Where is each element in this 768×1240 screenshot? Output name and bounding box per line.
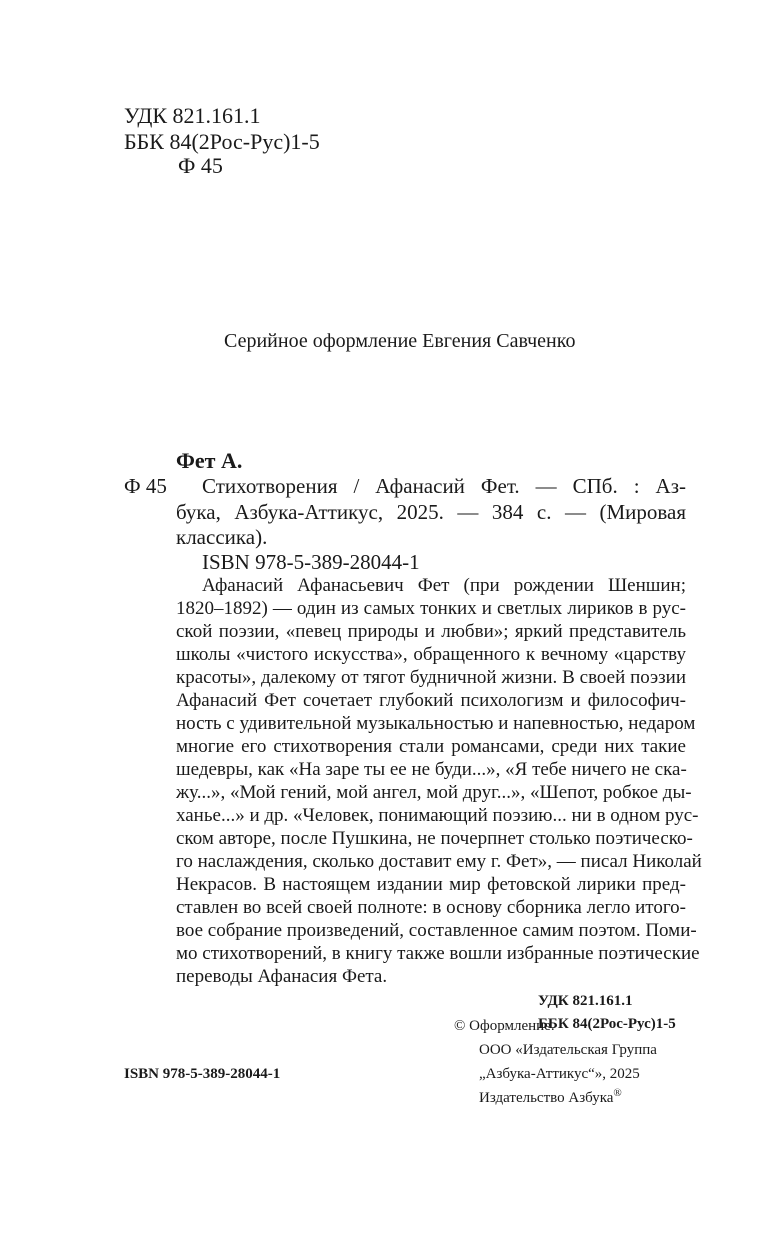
copyright-line: „Азбука-Аттикус“», 2025	[479, 1066, 640, 1082]
annotation-line: ность с удивительной музыкальностью и напевностью, недаром	[176, 713, 696, 734]
annotation-line: ской поэзии, «певец природы и любви»; яркий представитель	[176, 621, 686, 642]
bottom-isbn: ISBN 978-5-389-28044-1	[124, 1066, 281, 1082]
series-design-credit: Серийное оформление Евгения Савченко	[224, 330, 576, 352]
registered-mark: ®	[613, 1087, 622, 1099]
annotation-line: красоты», далекому от тягот будничной жизни. В своей поэзии	[176, 667, 686, 688]
annotation-line: ском авторе, после Пушкина, не почерпнет столько поэтическо-	[176, 828, 693, 849]
copyright-line: © Оформление.	[454, 1018, 555, 1034]
annotation-line: вое собрание произведений, составленное самим поэтом. Поми-	[176, 920, 697, 941]
top-udk: УДК 821.161.1	[124, 103, 261, 128]
catalog-title-line-2: бука, Азбука-Аттикус, 2025. — 384 с. — (Мировая	[176, 500, 686, 524]
publisher-name: Издательство Азбука	[479, 1090, 614, 1106]
annotation-line: Афанасий Афанасьевич Фет (при рождении Шеншин;	[202, 575, 686, 596]
annotation-line: Некрасов. В настоящем издании мир фетовской лирики пред-	[176, 874, 686, 895]
catalog-title-line-3: классика).	[176, 525, 268, 549]
annotation-line: Афанасий Фет сочетает глубокий психологизм и философич-	[176, 690, 686, 711]
copyright-line-publisher	[479, 1088, 622, 1108]
annotation-line: мо стихотворений, в книгу также вошли избранные поэтические	[176, 943, 700, 964]
annotation-line: школы «чистого искусства», обращенного к вечному «царству	[176, 644, 686, 665]
top-author-sign: Ф 45	[178, 153, 223, 178]
annotation-line: ханье...» и др. «Человек, понимающий поэзию... ни в одном рус-	[176, 805, 699, 826]
catalog-udk: УДК 821.161.1	[538, 993, 633, 1009]
annotation-line: жу...», «Мой гений, мой ангел, мой друг...», «Шепот, робкое ды-	[176, 782, 692, 803]
annotation-line: го наслаждения, сколько доставит ему г. Фет», — писал Николай	[176, 851, 702, 872]
catalog-bbk: ББК 84(2Рос-Рус)1-5	[538, 1016, 676, 1032]
catalog-sign: Ф 45	[124, 474, 167, 498]
annotation-line: 1820–1892) — один из самых тонких и светлых лириков в рус-	[176, 598, 686, 619]
copyright-line: ООО «Издательская Группа	[479, 1042, 657, 1058]
catalog-title-line-1: Стихотворения / Афанасий Фет. — СПб. : Аз-	[202, 474, 686, 498]
catalog-isbn: ISBN 978-5-389-28044-1	[202, 550, 420, 574]
top-bbk: ББК 84(2Рос-Рус)1-5	[124, 129, 320, 154]
annotation-line: шедевры, как «На заре ты ее не буди...», «Я тебе ничего не ска-	[176, 759, 687, 780]
catalog-author: Фет А.	[176, 448, 243, 473]
annotation-line: переводы Афанасия Фета.	[176, 966, 388, 987]
annotation-line: ставлен во всей своей полноте: в основу сборника легло итого-	[176, 897, 686, 918]
annotation-line: многие его стихотворения стали романсами, среди них такие	[176, 736, 686, 757]
